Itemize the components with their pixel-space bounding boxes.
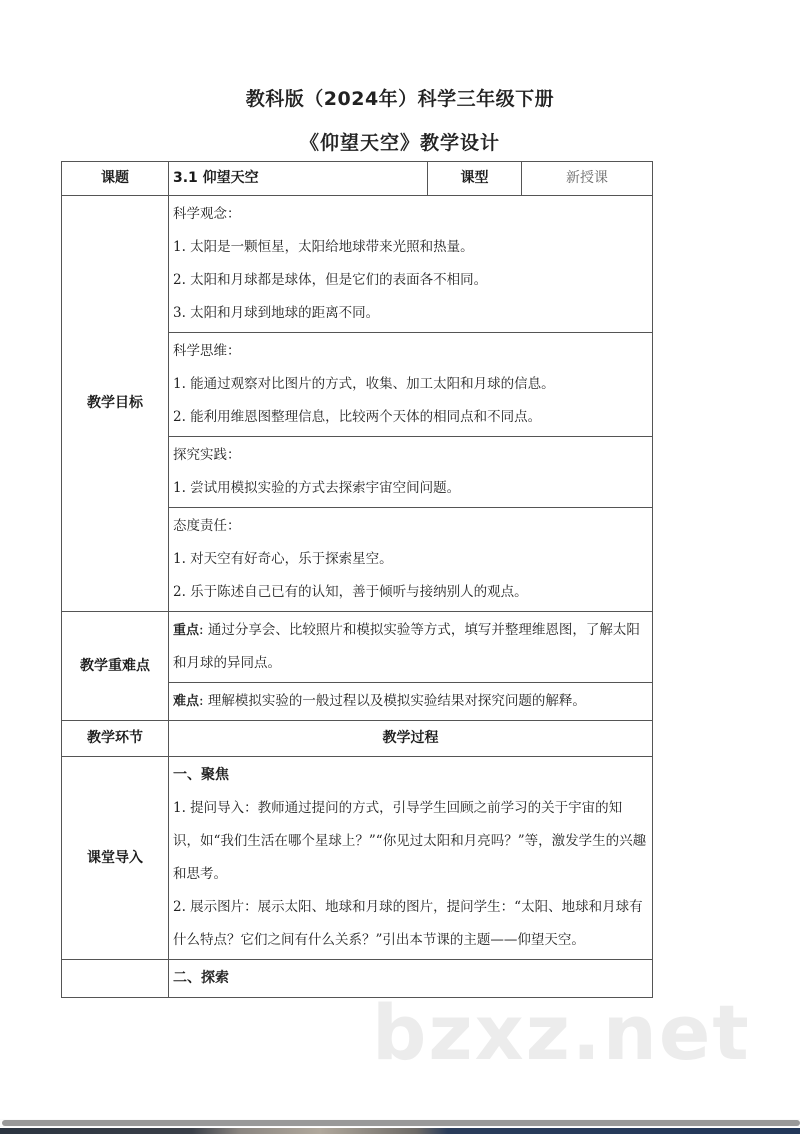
- objective-heading: 态度责任：: [173, 518, 241, 534]
- objective-group: [169, 196, 653, 333]
- stage-row: [62, 960, 653, 998]
- objective-item: 1. 对天空有好奇心，乐于探索星空。: [173, 551, 393, 567]
- objectives-label: 教学目标: [62, 196, 169, 612]
- objective-heading: 科学思维：: [173, 343, 241, 359]
- stage-paragraph: 2. 展示图片：展示太阳、地球和月球的图片，提问学生：“太阳、地球和月球有什么特点？它们之间有什么关系？”引出本节课的主题——仰望天空。: [173, 899, 643, 948]
- focus-cell: [169, 612, 653, 683]
- topic-label: 课题: [62, 162, 169, 196]
- stage-content: [169, 757, 653, 960]
- key-points-focus-row: [62, 612, 653, 683]
- objective-group: [169, 333, 653, 437]
- background-strip: [0, 1128, 800, 1134]
- document-title: 教科版（2024年）科学三年级下册: [245, 88, 555, 110]
- objective-heading: 探究实践：: [173, 447, 241, 463]
- objective-heading: 科学观念：: [173, 206, 241, 222]
- stage-paragraph: 1. 提问导入：教师通过提问的方式，引导学生回顾之前学习的关于宇宙的知识，如“我们生活在哪个星球上？”“你见过太阳和月亮吗？”等，激发学生的兴趣和思考。: [173, 800, 647, 882]
- objective-group: [169, 508, 653, 612]
- process-header-row: [62, 721, 653, 757]
- stage-heading: 一、聚焦: [173, 767, 229, 783]
- objective-item: 3. 太阳和月球到地球的距离不同。: [173, 305, 380, 321]
- focus-text: : 通过分享会、比较照片和模拟实验等方式，填写并整理维恩图，了解太阳和月球的异同点。: [173, 622, 640, 671]
- stage-content: [169, 960, 653, 998]
- objective-item: 2. 乐于陈述自己已有的认知，善于倾听与接纳别人的观点。: [173, 584, 528, 600]
- objective-item: 1. 尝试用模拟实验的方式去探索宇宙空间问题。: [173, 480, 461, 496]
- stage-row: [62, 757, 653, 960]
- difficulty-label: 难点: [173, 694, 200, 709]
- type-label: 课型: [428, 162, 522, 196]
- focus-label: 重点: [173, 623, 200, 638]
- difficulty-cell: [169, 683, 653, 721]
- stage-heading: 二、探索: [173, 970, 229, 986]
- topic-row: [62, 162, 653, 196]
- horizontal-scrollbar-thumb[interactable]: [2, 1120, 800, 1126]
- lesson-plan-table: [61, 161, 653, 998]
- topic-value: 3.1 仰望天空: [169, 162, 428, 196]
- objective-item: 1. 太阳是一颗恒星，太阳给地球带来光照和热量。: [173, 239, 474, 255]
- difficulty-text: : 理解模拟实验的一般过程以及模拟实验结果对探究问题的解释。: [199, 693, 586, 709]
- objective-group: [169, 437, 653, 508]
- type-value: 新授课: [522, 162, 653, 196]
- objective-item: 2. 能利用维恩图整理信息，比较两个天体的相同点和不同点。: [173, 409, 542, 425]
- stage-column-header: 教学环节: [62, 721, 169, 757]
- key-points-label: 教学重难点: [62, 612, 169, 721]
- process-column-header: 教学过程: [169, 721, 653, 757]
- document-subtitle: 《仰望天空》教学设计: [299, 132, 500, 154]
- objective-item: 1. 能通过观察对比图片的方式，收集、加工太阳和月球的信息。: [173, 376, 555, 392]
- objective-item: 2. 太阳和月球都是球体，但是它们的表面各不相同。: [173, 272, 488, 288]
- stage-name: 课堂导入: [62, 757, 169, 960]
- stage-name: [62, 960, 169, 998]
- objectives-row-concepts: [62, 196, 653, 333]
- watermark: bzxz.net: [372, 988, 751, 1077]
